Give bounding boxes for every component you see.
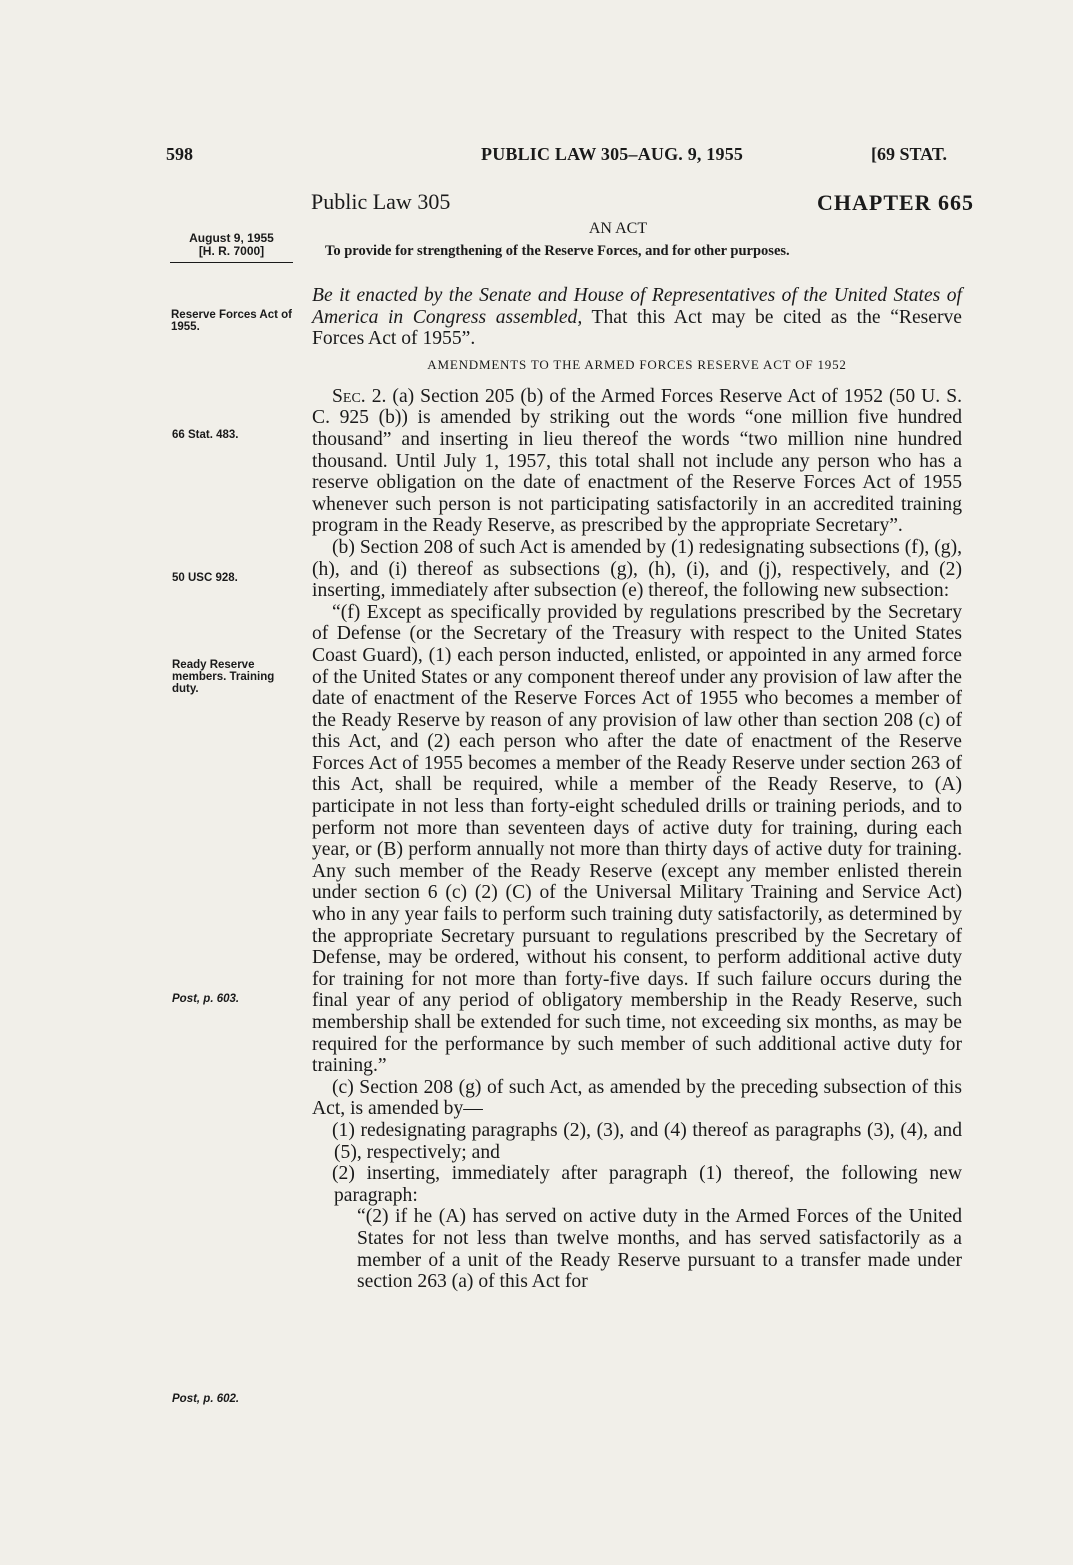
enactment-date-note bbox=[173, 232, 290, 258]
section-2-c-paragraph-2: (2) inserting, immediately after paragraph (1) thereof, the following new paragraph: bbox=[332, 1163, 962, 1206]
margin-note-usc-ref: 50 USC 928. bbox=[172, 572, 238, 584]
section-2-b: (b) Section 208 of such Act is amended by (1) redesignating subsections (f), (g), (h), and (i) thereof as subsections (g), (h), (i), and (j), respectively, and (2) inserting, immediately after subsection (e) thereof, the following new subsection: bbox=[312, 536, 962, 602]
enactment-date: August 9, 1955 bbox=[189, 231, 274, 245]
date-note-rule bbox=[170, 262, 293, 263]
an-act-label: AN ACT bbox=[588, 220, 648, 237]
page-number: 598 bbox=[166, 144, 193, 164]
section-2-b-new-subsection-f: “(f) Except as specifically provided by regulations prescribed by the Secretary of Defense (or the Secretary of the Treasury with respect to the United States Coast Guard), (1) each person inducted, enlisted, or appointed in any armed force of the United States or any component thereof under any provision of law after the date of enactment of the Reserve Forces Act of 1955 who becomes a member of the Ready Reserve by reason of any provision of law other than section 208 (c) of this Act, and (2) each person who after the date of enactment of the Reserve Forces Act of 1955 becomes a member of the Ready Reserve under section 263 of this Act, shall be required, while a member of the Ready Reserve, to (A) participate in not less than forty-eight scheduled drills or training periods, and to perform not more than seventeen days of active duty for training, during each year, or (B) perform annually not more than thirty days of active duty for training. Any such member of the Ready Reserve (except any member enlisted therein under section 6 (c) (2) (C) of the Universal Military Training and Service Act) who in any year fails to perform such training duty satisfactorily, as determined by the appropriate Secretary pursuant to regulations prescribed by the Secretary of Defense, may be ordered, without his consent, to perform additional active duty for training for not more than forty-five days. If such failure occurs during the final year of any period of obligatory membership in the Ready Reserve, such membership shall be extended for such time, not exceeding six months, as may be required for the performance by such member of such additional active duty for training.” bbox=[312, 601, 962, 1077]
margin-note-post-602: Post, p. 602. bbox=[172, 1393, 240, 1405]
statutes-reference: [69 STAT. bbox=[871, 144, 948, 164]
enacting-formula: Be it enacted by the Senate and House of Representatives of the United States of America in Congress assembled, bbox=[312, 285, 962, 328]
law-number: Public Law 305 bbox=[311, 189, 451, 214]
section-2-a-text: (a) Section 205 (b) of the Armed Forces Reserve Act of 1952 (50 U. S. C. 925 (b)) is amended by striking out the words “one million five hundred thousand” and inserting in lieu thereof the words “two million nine hundred thousand. Until July 1, 1957, this total shall not include any person who has a reserve obligation on the date of enactment of the Reserve Forces Act of 1955 whenever such person is not participating satisfactorily in an accredited training program in the Ready Reserve, as prescribed by the appropriate Secretary”. bbox=[312, 385, 962, 537]
margin-note-post-603: Post, p. 603. bbox=[172, 993, 240, 1005]
new-paragraph-2-quote: “(2) if he (A) has served on active duty in the Armed Forces of the United States for not less than twelve months, and has served satisfactorily as a member of a unit of the Ready Reserve pursuant to a transfer made under section 263 (a) of this Act for bbox=[357, 1206, 962, 1293]
section-heading: AMENDMENTS TO THE ARMED FORCES RESERVE ACT OF 1952 bbox=[427, 356, 847, 372]
chapter-number: CHAPTER 665 bbox=[817, 190, 975, 215]
act-body bbox=[312, 285, 962, 1293]
margin-note-stat-ref: 66 Stat. 483. bbox=[172, 429, 239, 441]
section-label: Sec. 2. bbox=[332, 385, 387, 407]
margin-note-short-title: Reserve Forces Act of 1955. bbox=[171, 309, 293, 333]
section-2-c: (c) Section 208 (g) of such Act, as amended by the preceding subsection of this Act, is amended by— bbox=[312, 1076, 962, 1120]
margin-note-ready-reserve: Ready Reserve members. Training duty. bbox=[172, 659, 275, 695]
short-title-clause: That this Act may be cited as the “Reserve Forces Act of 1955”. bbox=[312, 306, 963, 350]
act-purpose: To provide for strengthening of the Reserve Forces, and for other purposes. bbox=[325, 243, 790, 259]
bill-number: [H. R. 7000] bbox=[198, 244, 265, 258]
enacting-clause bbox=[312, 285, 962, 350]
running-title: PUBLIC LAW 305–AUG. 9, 1955 bbox=[481, 144, 744, 164]
section-2-c-paragraph-1: (1) redesignating paragraphs (2), (3), and (4) thereof as paragraphs (3), (4), and (5), respectively; and bbox=[332, 1119, 962, 1163]
section-2-a bbox=[312, 386, 962, 537]
